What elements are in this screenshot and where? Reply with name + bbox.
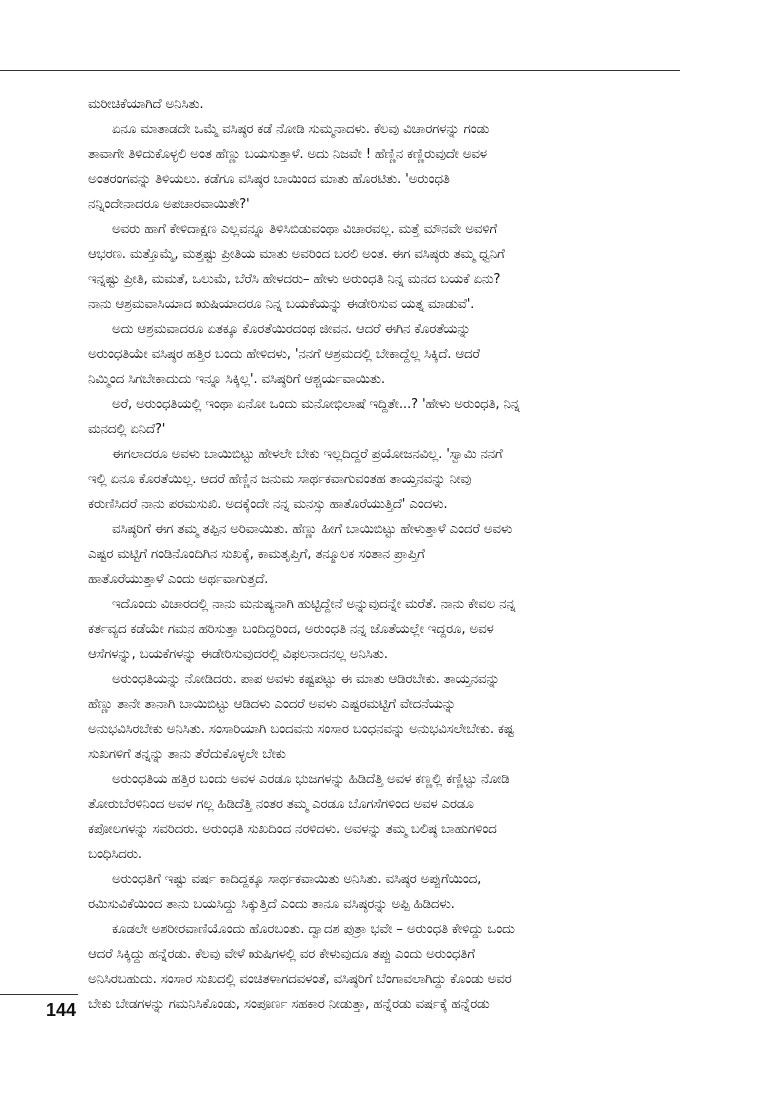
text-line: ಅನಿಸಿರಬಹುದು. ಸಂಸಾರ ಸುಖದಲ್ಲಿ ವಂಚಿತಳಾಗದವಳಂತೆ, ವಸಿಷ್ಠರಿಗೆ ಬೆಂಗಾವಲಾಗಿದ್ದು ಕೊಂಡು ಅವರ — [88, 972, 512, 987]
text-line: ಅನುಭವಿಸಿರಬೇಕು ಅನಿಸಿತು. ಸಂಸಾರಿಯಾಗಿ ಬಂದವನು ಸಂಸಾರ ಬಂಧನವನ್ನು ಅನುಭವಿಸಲೇಬೇಕು. ಕಷ್ಟ — [88, 722, 514, 737]
footer-rule — [0, 994, 78, 995]
text-line: ಅರುಂಧತಿಯನ್ನು ನೋಡಿದರು. ಪಾಪ ಅವಳು ಕಷ್ಟಪಟ್ಟು ಈ ಮಾತು ಆಡಿರಬೇಕು. ತಾಯ್ತನವನ್ನು — [112, 672, 500, 687]
text-line: ಕೂಡಲೇ ಅಶರೀರವಾಣಿಯೊಂದು ಹೊರಬಂತು. ದ್ವಾದಶ ಪುತ್ರಾ ಭವೇ – ಅರುಂಧತಿ ಕೇಳಿದ್ದು ಒಂದು — [112, 922, 515, 937]
page-number: 144 — [46, 1000, 77, 1020]
text-line: ಬಂಧಿಸಿದರು. — [88, 847, 142, 862]
text-line: ತಾವಾಗೇ ತಿಳಿದುಕೊಳ್ಳಲಿ ಅಂತ ಹೆಣ್ಣು ಬಯಸುತ್ತಾಳೆ. ಅದು ನಿಜವೇ ! ಹೆಣ್ಣಿನ ಕಣ್ಣಿರುವುದೇ ಅವಳ — [88, 147, 487, 162]
header-rule — [0, 70, 680, 71]
text-line: ಕಪೋಲಗಳನ್ನು ಸವರಿದರು. ಅರುಂಧತಿ ಸುಖದಿಂದ ನರಳಿದಳು. ಅವಳನ್ನು ತಮ್ಮ ಬಲಿಷ್ಠ ಬಾಹುಗಳಿಂದ — [88, 822, 497, 837]
text-line: ಮನದಲ್ಲಿ ಏನಿದೆ?' — [88, 422, 166, 437]
text-line: ಅರುಂಧತಿಗೆ ಇಷ್ಟು ವರ್ಷ ಕಾದಿದ್ದಕ್ಕೂ ಸಾರ್ಥಕವಾಯಿತು ಅನಿಸಿತು. ವಸಿಷ್ಠರ ಅಪ್ಪುಗೆಯಿಂದ, — [112, 872, 482, 887]
text-line: ತೋರುಬೆರಳಿನಿಂದ ಅವಳ ಗಲ್ಲ ಹಿಡಿದೆತ್ತಿ ನಂತರ ತಮ್ಮ ಎರಡೂ ಬೊಗಸೆಗಳಿಂದ ಅವಳ ಎರಡೂ — [88, 797, 474, 812]
text-line: ಆಸೆಗಳನ್ನು, ಬಯಕೆಗಳನ್ನು ಈಡೇರಿಸುವುದರಲ್ಲಿ ವಿಫಲನಾದನಲ್ಲ ಅನಿಸಿತು. — [88, 647, 388, 662]
text-line: ಮರೀಚಿಕೆಯಾಗಿದೆ ಅನಿಸಿತು. — [88, 97, 204, 112]
text-line: ಹೆಣ್ಣು ತಾನೇ ತಾನಾಗಿ ಬಾಯಿಬಿಟ್ಟು ಆಡಿದಳು ಎಂದರೆ ಅವಳು ಎಷ್ಟರಮಟ್ಟಿಗೆ ವೇದನೆಯನ್ನು — [88, 697, 456, 712]
text-line: ಕರ್ತವ್ಯದ ಕಡೆಯೇ ಗಮನ ಹರಿಸುತ್ತಾ ಬಂದಿದ್ದರಿಂದ, ಅರುಂಧತಿ ನನ್ನ ಜೊತೆಯಲ್ಲೇ ಇದ್ದರೂ, ಅವಳ — [88, 622, 494, 637]
text-line: ಆಭರಣ. ಮತ್ತೊಮ್ಮೆ, ಮತ್ತಷ್ಟು ಪ್ರೀತಿಯ ಮಾತು ಅವರಿಂದ ಬರಲಿ ಅಂತ. ಈಗ ವಸಿಷ್ಠರು ತಮ್ಮ ಧ್ವನಿಗೆ — [88, 247, 505, 262]
text-line: ಎಷ್ಟರ ಮಟ್ಟಿಗೆ ಗಂಡಿನೊಂದಿಗಿನ ಸುಖಕ್ಕೆ, ಕಾಮತೃಪ್ತಿಗೆ, ತನ್ಮೂಲಕ ಸಂತಾನ ಪ್ರಾಪ್ತಿಗೆ — [88, 547, 425, 562]
text-line: ಅರುಂಧತಿಯೇ ವಸಿಷ್ಠರ ಹತ್ತಿರ ಬಂದು ಹೇಳಿದಳು, 'ನನಗೆ ಆಶ್ರಮದಲ್ಲಿ ಬೇಕಾದ್ದೆಲ್ಲ ಸಿಕ್ಕಿದೆ. ಆದರೆ — [88, 347, 480, 362]
text-line: ನಿಮ್ಮಿಂದ ಸಿಗಬೇಕಾದುದು ಇನ್ನೂ ಸಿಕ್ಕಿಲ್ಲ'. ವಸಿಷ್ಠರಿಗೆ ಆಶ್ಚರ್ಯವಾಯಿತು. — [88, 372, 385, 387]
text-line: ಹಾತೊರೆಯುತ್ತಾಳೆ ಎಂದು ಅರ್ಥವಾಗುತ್ತದೆ. — [88, 572, 269, 587]
text-line: ಬೇಕು ಬೇಡಗಳನ್ನು ಗಮನಿಸಿಕೊಂಡು, ಸಂಪೂರ್ಣ ಸಹಕಾರ ನೀಡುತ್ತಾ, ಹನ್ನೆರಡು ವರ್ಷಕ್ಕೆ ಹನ್ನೆರಡು — [88, 997, 490, 1012]
text-line: ಅವರು ಹಾಗೆ ಕೇಳಿದಾಕ್ಷಣ ಎಲ್ಲವನ್ನೂ ತಿಳಿಸಿಬಿಡುವಂಥಾ ವಿಚಾರವಲ್ಲ. ಮತ್ತೆ ಮೌನವೇ ಅವಳಿಗೆ — [112, 222, 497, 237]
body-text — [88, 92, 685, 1017]
text-line: ಅರೆ, ಅರುಂಧತಿಯಲ್ಲಿ ಇಂಥಾ ಏನೋ ಒಂದು ಮನೋಭಿಲಾಷೆ ಇದ್ದಿತೇ...? 'ಹೇಳು ಅರುಂಧತಿ, ನಿನ್ನ — [112, 397, 520, 412]
text-line: ನಾನು ಆಶ್ರಮವಾಸಿಯಾದ ಋಷಿಯಾದರೂ ನಿನ್ನ ಬಯಕೆಯನ್ನು ಈಡೇರಿಸುವ ಯತ್ನ ಮಾಡುವೆ'. — [88, 297, 475, 312]
text-line: ಈಗಲಾದರೂ ಅವಳು ಬಾಯಿಬಿಟ್ಟು ಹೇಳಲೇ ಬೇಕು ಇಲ್ಲದಿದ್ದರೆ ಪ್ರಯೋಜನವಿಲ್ಲ. 'ಸ್ವಾಮಿ ನನಗೆ — [112, 447, 503, 462]
text-line: ಅರುಂಧತಿಯ ಹತ್ತಿರ ಬಂದು ಅವಳ ಎರಡೂ ಭುಜಗಳನ್ನು ಹಿಡಿದೆತ್ತಿ ಅವಳ ಕಣ್ಣಲ್ಲಿ ಕಣ್ಣಿಟ್ಟು ನೋಡಿ — [112, 772, 510, 787]
text-line: ನನ್ನಿಂದೇನಾದರೂ ಅಪಚಾರವಾಯಿತೇ?' — [88, 197, 250, 212]
text-line: ಏನೂ ಮಾತಾಡದೇ ಒಮ್ಮೆ ವಸಿಷ್ಠರ ಕಡೆ ನೋಡಿ ಸುಮ್ಮನಾದಳು. ಕೆಲವು ವಿಚಾರಗಳನ್ನು ಗಂಡು — [112, 122, 490, 137]
text-line: ಅಂತರಂಗವನ್ನು ತಿಳಿಯಲು. ಕಡೆಗೂ ವಸಿಷ್ಠರ ಬಾಯಿಂದ ಮಾತು ಹೊರಟಿತು. 'ಅರುಂಧತಿ — [88, 172, 450, 187]
text-line: ಕರುಣಿಸಿದರೆ ನಾನು ಪರಮಸುಖಿ. ಅದಕ್ಕೆಂದೇ ನನ್ನ ಮನಸ್ಸು ಹಾತೊರೆಯುತ್ತಿದೆ' ಎಂದಳು. — [88, 497, 448, 512]
text-line: ಆದರೆ ಸಿಕ್ಕಿದ್ದು ಹನ್ನೆರಡು. ಕೆಲವು ವೇಳೆ ಋಷಿಗಳಲ್ಲಿ ವರ ಕೇಳುವುದೂ ತಪ್ಪು ಎಂದು ಅರುಂಧತಿಗೆ — [88, 947, 475, 962]
text-line: ರಮಿಸುವಿಕೆಯಿಂದ ತಾನು ಬಯಸಿದ್ದು ಸಿಕ್ಕುತ್ತಿದೆ ಎಂದು ತಾನೂ ವಸಿಷ್ಠರನ್ನು ಅಪ್ಪಿ ಹಿಡಿದಳು. — [88, 897, 455, 912]
text-line: ಇದೊಂದು ವಿಚಾರದಲ್ಲಿ ನಾನು ಮನುಷ್ಯನಾಗಿ ಹುಟ್ಟಿದ್ದೇನೆ ಅನ್ನುವುದನ್ನೇ ಮರೆತೆ. ನಾನು ಕೇವಲ ನನ್ನ — [112, 597, 516, 612]
text-line: ವಸಿಷ್ಠರಿಗೆ ಈಗ ತಮ್ಮ ತಪ್ಪಿನ ಅರಿವಾಯಿತು. ಹೆಣ್ಣು ಹೀಗೆ ಬಾಯಿಬಿಟ್ಟು ಹೇಳುತ್ತಾಳೆ ಎಂದರೆ ಅವಳು — [112, 522, 513, 537]
text-line: ಇಲ್ಲಿ ಏನೂ ಕೊರತೆಯಿಲ್ಲ. ಆದರೆ ಹೆಣ್ಣಿನ ಜನುಮ ಸಾರ್ಥಕವಾಗುವಂತಹ ತಾಯ್ತನವನ್ನು ನೀವು — [88, 472, 472, 487]
text-line: ಅದು ಆಶ್ರಮವಾದರೂ ಏತಕ್ಕೂ ಕೊರತೆಯಿರದಂಥ ಜೀವನ. ಆದರೆ ಈಗಿನ ಕೊರತೆಯನ್ನು — [112, 322, 471, 337]
text-line: ಇನ್ನಷ್ಟು ಪ್ರೀತಿ, ಮಮತೆ, ಒಲುಮೆ, ಬೆರೆಸಿ ಹೇಳದರು– ಹೇಳು ಅರುಂಧತಿ ನಿನ್ನ ಮನದ ಬಯಕೆ ಏನು? — [88, 272, 501, 287]
text-line: ಸುಖಗಳಿಗೆ ತನ್ನನ್ನು ತಾನು ತೆರೆದುಕೊಳ್ಳಲೇ ಬೇಕು — [88, 747, 286, 762]
